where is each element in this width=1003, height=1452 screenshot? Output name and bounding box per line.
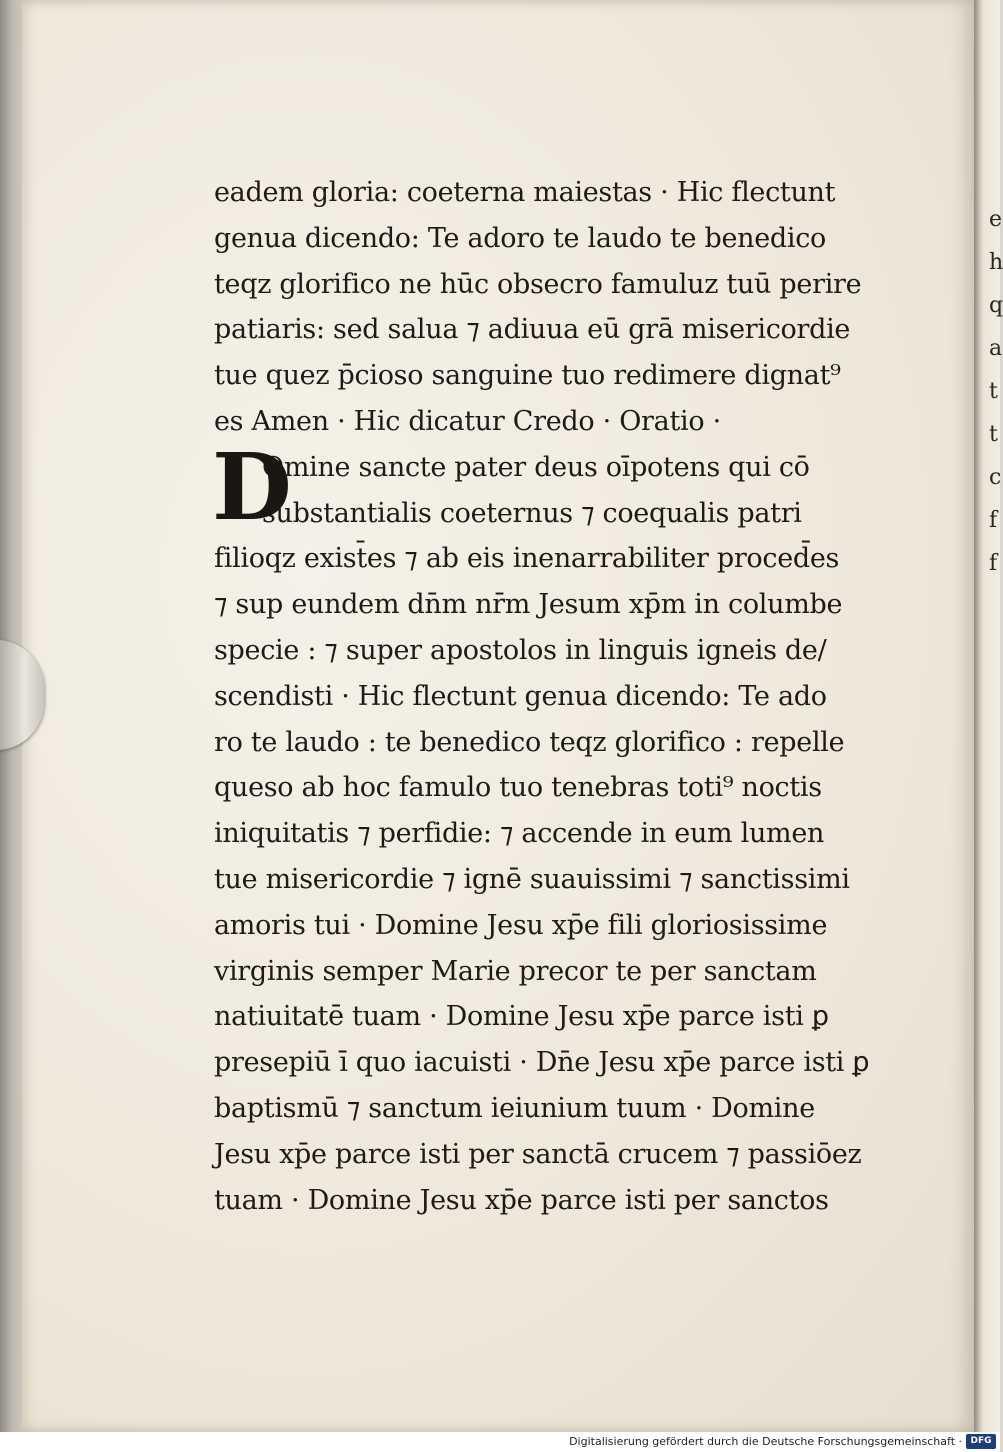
text-line: tue quez p̄cioso sanguine tuo redimere dignat⁹: [214, 360, 841, 392]
text-line: es Amen · Hic dicatur Credo · Oratio ·: [214, 405, 721, 437]
text-line: filioqz exist̄es ⁊ ab eis inenarrabiliter proced̄es: [214, 543, 840, 575]
text-line: amoris tui · Domine Jesu xp̄e fili gloriosissime: [214, 909, 828, 941]
text-line: specie : ⁊ super apostolos in linguis igneis de/: [214, 634, 827, 666]
text-line: genua dicendo: Te adoro te laudo te benedico: [214, 222, 826, 254]
text-line: queso ab hoc famulo tuo tenebras toti⁹ noctis: [214, 772, 822, 804]
initial-letter: D: [212, 433, 292, 541]
text-line: baptismū ⁊ sanctum ieiunium tuum · Domine: [214, 1092, 815, 1124]
text-line: Omine sancte pater deus oīpotens qui cō: [262, 451, 810, 483]
footer-bar: [0, 1432, 1000, 1452]
text-line: scendisti · Hic flectunt genua dicendo: Te ado: [214, 680, 827, 712]
text-line: substantialis coeternus ⁊ coequalis patri: [262, 497, 802, 529]
text-line: tuam · Domine Jesu xp̄e parce isti per sanctos: [214, 1184, 829, 1216]
facing-page-edge: [974, 0, 1003, 1432]
text-block: [214, 170, 894, 1223]
text-line: ⁊ sup eundem dn̄m nr̄m Jesum xp̄m in columbe: [214, 589, 843, 621]
text-line: presepiū ī quo iacuisti · Dn̄e Jesu xp̄e parce isti ꝑ: [214, 1047, 870, 1079]
footer-credit: Digitalisierung gefördert durch die Deutsche Forschungsgemeinschaft ·: [569, 1435, 962, 1448]
text-line: iniquitatis ⁊ perfidie: ⁊ accende in eum lumen: [214, 818, 825, 850]
facing-page-letters: e h q a t t c f f: [989, 207, 1003, 576]
text-line: virginis semper Marie precor te per sanctam: [214, 955, 817, 987]
text-line: teqz glorifico ne hūc obsecro famuluz tuū perire: [214, 268, 862, 300]
text-line: patiaris: sed salua ⁊ adiuua eū grā misericordie: [214, 314, 851, 346]
text-line: ro te laudo : te benedico teqz glorifico : repelle: [214, 726, 845, 758]
text-line: eadem gloria: coeterna maiestas · Hic flectunt: [214, 177, 836, 208]
text-line: Jesu xp̄e parce isti per sanctā crucem ⁊ passiōez: [214, 1138, 862, 1170]
dfg-logo: DFG: [966, 1434, 996, 1449]
text-line: natiuitatē tuam · Domine Jesu xp̄e parce isti ꝑ: [214, 1001, 829, 1033]
text-line: tue misericordie ⁊ ignē suauissimi ⁊ sanctissimi: [214, 863, 850, 895]
